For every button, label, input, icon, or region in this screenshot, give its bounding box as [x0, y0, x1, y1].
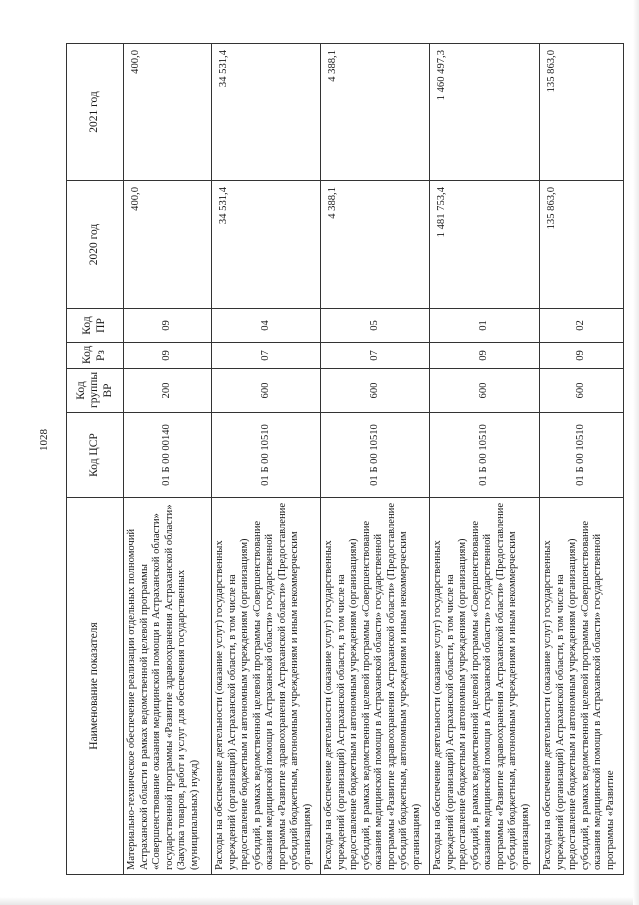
table-header-row — [67, 44, 124, 875]
header-pr: Код ПР — [67, 309, 124, 343]
header-vr: Код группы ВР — [67, 369, 124, 413]
scan-right-edge — [633, 0, 639, 905]
row-rz: 07 — [321, 343, 430, 369]
table-row — [321, 44, 430, 875]
table-row — [212, 44, 321, 875]
row-rz: 09 — [430, 343, 540, 369]
row-csr: 01 Б 00 00140 — [124, 413, 212, 498]
row-2020: 4 388,1 — [321, 181, 430, 309]
row-name: Расходы на обеспечение деятельности (оказание услуг) государственных учреждений (организаций) Астраханской области, в том числе на предоставление бюджетным и автономным учреждениям (организациям) субсидий, в рамках ведомственной целевой программы «Совершенствование оказания медицинской помощи в Астраханской области» государственной программы «Развитие — [540, 498, 624, 875]
row-rz: 07 — [212, 343, 321, 369]
row-csr: 01 Б 00 10510 — [540, 413, 624, 498]
row-csr: 01 Б 00 10510 — [430, 413, 540, 498]
table-row — [124, 44, 212, 875]
table-row — [430, 44, 540, 875]
row-2020: 1 481 753,4 — [430, 181, 540, 309]
row-pr: 05 — [321, 309, 430, 343]
row-vr: 600 — [430, 369, 540, 413]
header-2021: 2021 год — [67, 44, 124, 181]
row-2021: 4 388,1 — [321, 44, 430, 181]
row-2020: 400,0 — [124, 181, 212, 309]
row-vr: 600 — [321, 369, 430, 413]
row-name: Материально-техническое обеспечение реализации отдельных полномочий Астраханской области в рамках ведомственной целевой программы «Совершенствование оказания медицинской помощи в Астраханской области» государственной программы «Развитие здравоохранения Астраханской области» (Закупка товаров, работ и услуг для обеспечения государственных (муниципальных) нужд) — [124, 498, 212, 875]
header-csr: Код ЦСР — [67, 413, 124, 498]
row-2021: 34 531,4 — [212, 44, 321, 181]
row-2020: 34 531,4 — [212, 181, 321, 309]
rotated-page — [66, 44, 623, 875]
header-name: Наименование показателя — [67, 498, 124, 875]
row-csr: 01 Б 00 10510 — [321, 413, 430, 498]
row-vr: 600 — [212, 369, 321, 413]
row-name: Расходы на обеспечение деятельности (оказание услуг) государственных учреждений (организаций) Астраханской области, в том числе на предоставление бюджетным и автономным учреждениям (организациям) субсидий, в рамках ведомственной целевой программы «Совершенствование оказания медицинской помощи в Астраханской области» государственной программы «Развитие здравоохранения Астраханской области» (Предоставление субсидий бюджетным, автономным учреждениям и иным некоммерческим организациям) — [321, 498, 430, 875]
row-name: Расходы на обеспечение деятельности (оказание услуг) государственных учреждений (организаций) Астраханской области, в том числе на предоставление бюджетным и автономным учреждениям (организациям) субсидий, в рамках ведомственной целевой программы «Совершенствование оказания медицинской помощи в Астраханской области» государственной программы «Развитие здравоохранения Астраханской области» (Предоставление субсидий бюджетным, автономным учреждениям и иным некоммерческим организациям) — [212, 498, 321, 875]
row-rz: 09 — [124, 343, 212, 369]
row-vr: 200 — [124, 369, 212, 413]
budget-table — [66, 43, 624, 875]
row-pr: 02 — [540, 309, 624, 343]
row-rz: 09 — [540, 343, 624, 369]
row-pr: 04 — [212, 309, 321, 343]
row-2021: 135 863,0 — [540, 44, 624, 181]
row-2021: 400,0 — [124, 44, 212, 181]
page-number: 1028 — [38, 429, 50, 451]
row-2020: 135 863,0 — [540, 181, 624, 309]
row-pr: 01 — [430, 309, 540, 343]
header-rz: Код Рз — [67, 343, 124, 369]
header-2020: 2020 год — [67, 181, 124, 309]
row-vr: 600 — [540, 369, 624, 413]
row-pr: 09 — [124, 309, 212, 343]
scan-bottom-edge — [0, 897, 639, 905]
row-name: Расходы на обеспечение деятельности (оказание услуг) государственных учреждений (организаций) Астраханской области, в том числе на предоставление бюджетным и автономным учреждениям (организациям) субсидий, в рамках ведомственной целевой программы «Совершенствование оказания медицинской помощи в Астраханской области» государственной программы «Развитие здравоохранения Астраханской области» (Предоставление субсидий бюджетным, автономным учреждениям и иным некоммерческим организациям) — [430, 498, 540, 875]
table-row — [540, 44, 624, 875]
row-csr: 01 Б 00 10510 — [212, 413, 321, 498]
row-2021: 1 460 497,3 — [430, 44, 540, 181]
